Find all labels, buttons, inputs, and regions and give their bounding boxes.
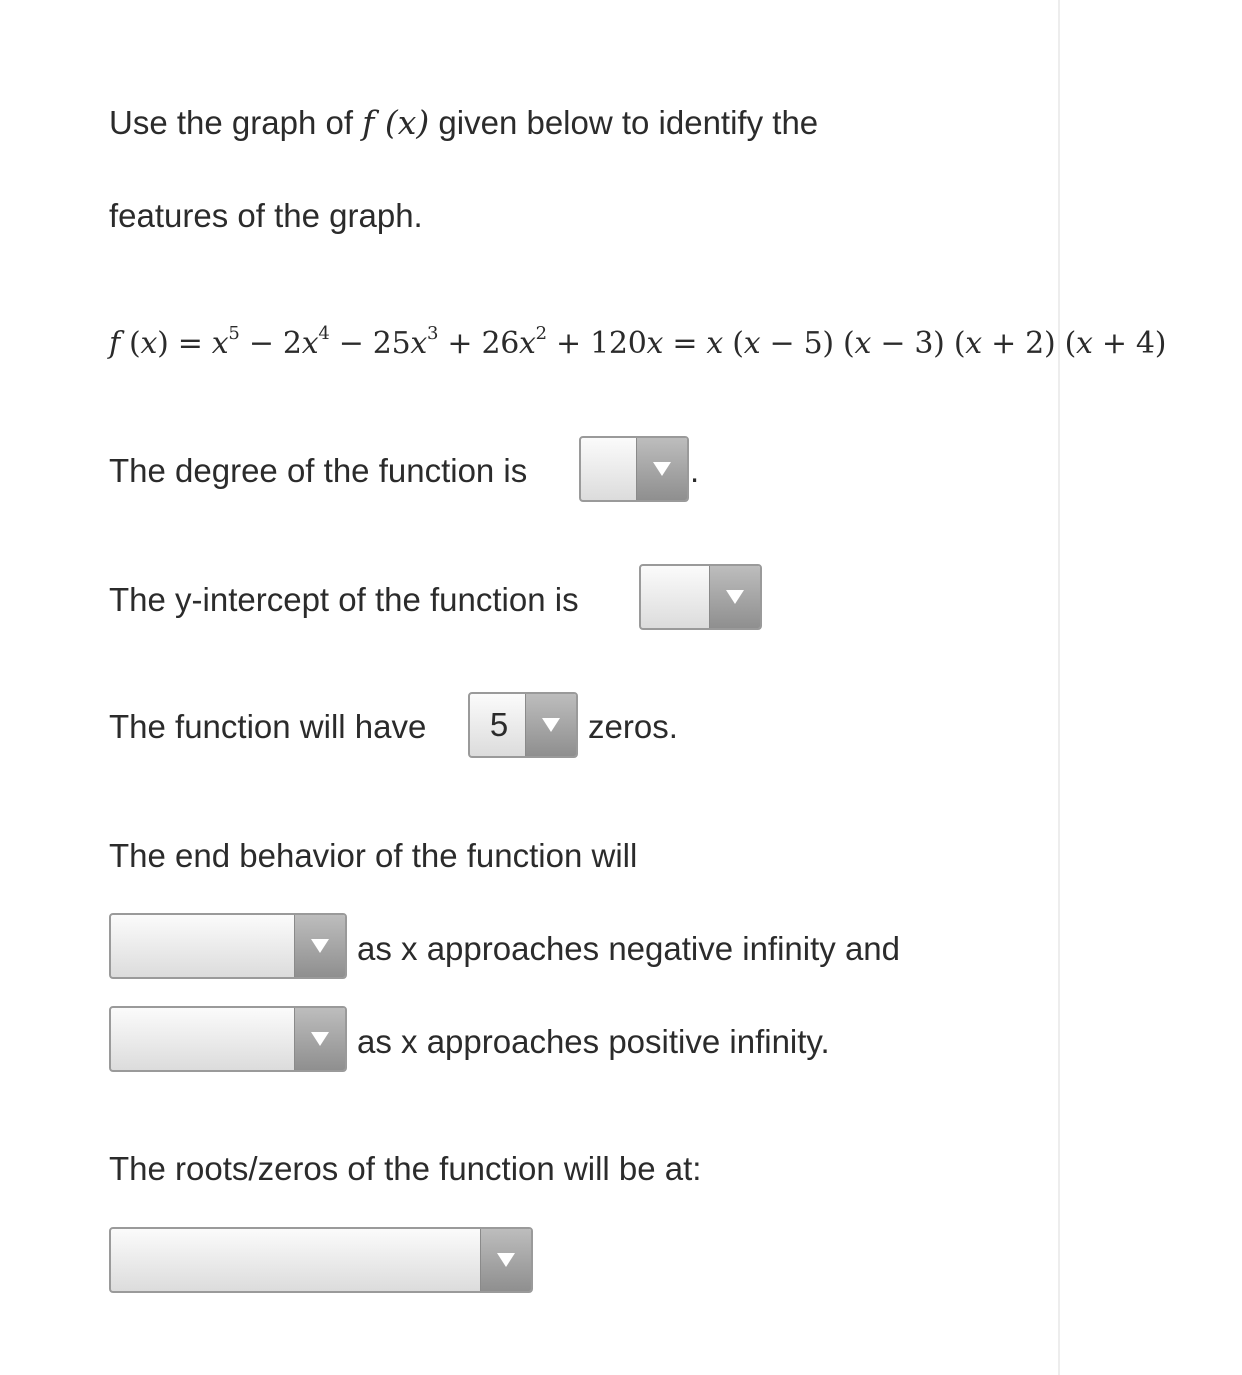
triangle-down-icon [542, 718, 560, 732]
y-intercept-dropdown-arrow[interactable] [709, 566, 760, 628]
zeros-label: The function will have [109, 708, 427, 745]
end-behavior-negative-text: as x approaches negative infinity and [357, 930, 901, 967]
triangle-down-icon [653, 462, 671, 476]
y-intercept-value [641, 566, 711, 628]
degree-label: The degree of the function is [109, 452, 528, 489]
end-behavior-positive-dropdown-arrow[interactable] [294, 1008, 345, 1070]
degree-suffix: . [690, 452, 700, 489]
end-behavior-positive-text: as x approaches positive infinity. [357, 1023, 830, 1060]
degree-value [581, 438, 639, 500]
roots-label: The roots/zeros of the function will be at: [109, 1150, 702, 1187]
zeros-dropdown[interactable] [468, 692, 578, 758]
prompt-prefix: Use the graph of [109, 104, 363, 141]
function-equation: f $(x) = x^5 - 2x^4 - 25x^3 + 26x^2 + 120x = x$ (x − 5) (x − 3) (x + 2) (x + 4) [109, 323, 1167, 361]
zeros-value: 5 [489, 706, 509, 743]
triangle-down-icon [311, 1032, 329, 1046]
end-behavior-positive-dropdown[interactable] [109, 1006, 347, 1072]
end-behavior-negative-dropdown[interactable] [109, 913, 347, 979]
triangle-down-icon [726, 590, 744, 604]
prompt-suffix: given below to identify the [429, 104, 819, 141]
roots-dropdown-arrow[interactable] [480, 1229, 531, 1291]
roots-dropdown[interactable] [109, 1227, 533, 1293]
end-behavior-negative-dropdown-arrow[interactable] [294, 915, 345, 977]
prompt-function: f (x) [362, 103, 430, 142]
roots-value [111, 1229, 483, 1291]
end-behavior-positive-value [111, 1008, 297, 1070]
triangle-down-icon [497, 1253, 515, 1267]
y-intercept-label: The y-intercept of the function is [109, 581, 579, 618]
triangle-down-icon [311, 939, 329, 953]
prompt-line-2: features of the graph. [109, 197, 423, 234]
end-behavior-negative-value [111, 915, 297, 977]
zeros-suffix: zeros. [588, 708, 678, 745]
degree-dropdown-arrow[interactable] [636, 438, 687, 500]
degree-dropdown[interactable] [579, 436, 689, 502]
end-behavior-label: The end behavior of the function will [109, 837, 638, 874]
page-divider [1058, 0, 1060, 1375]
y-intercept-dropdown[interactable] [639, 564, 762, 630]
zeros-dropdown-arrow[interactable] [525, 694, 576, 756]
prompt-line-1 [109, 103, 818, 143]
